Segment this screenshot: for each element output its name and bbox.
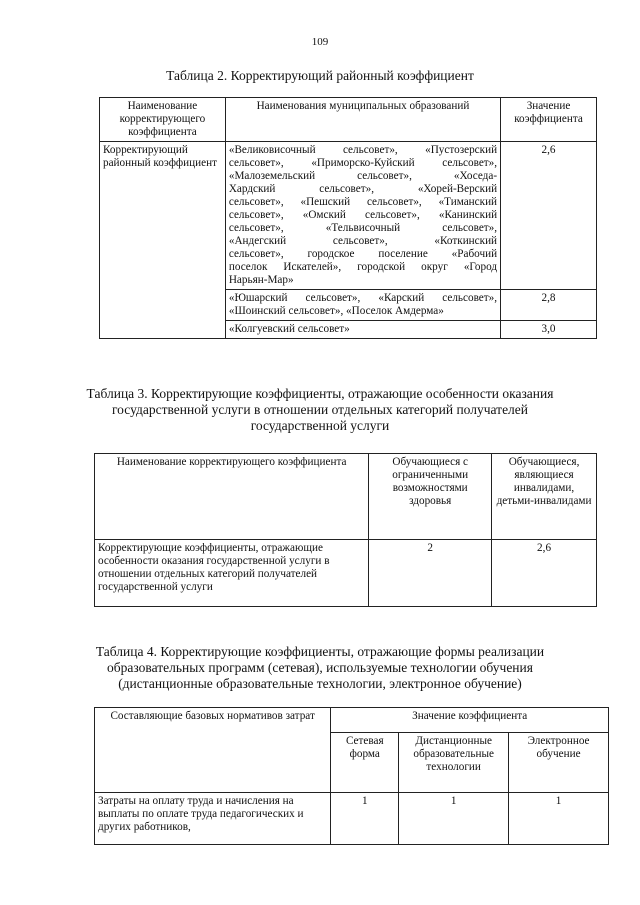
table4-caption: Таблица 4. Корректирующие коэффициенты, отражающие формы реализации образовательных программ (сетевая), используемые технологии обучения (дистанционные образовательные технологии, электронное обучение) xyxy=(95,644,545,691)
row-label-cell: Корректирующий районный коэффициент xyxy=(100,142,226,339)
table-row xyxy=(95,793,609,845)
coefficient-value: 1 xyxy=(399,793,509,845)
coefficient-value: 1 xyxy=(331,793,399,845)
table-header-cell: Составляющие базовых нормативов затрат xyxy=(95,708,331,793)
municipalities-cell: «Юшарский сельсовет», «Карский сельсовет», «Шоинский сельсовет», «Поселок Амдерма» xyxy=(225,290,500,321)
row-label-cell: Корректирующие коэффициенты, отражающие особенности оказания государственной услуги в отношении отдельных категорий получателей государственной услуги xyxy=(95,540,369,607)
table2 xyxy=(99,97,597,339)
municipalities-cell: «Великовисочный сельсовет», «Пустозерский сельсовет», «Приморско-Куйский сельсовет», «Малоземельский сельсовет», «Хоседа- Хардский сельсовет», «Хорей-Верский сельсовет», «Пешский сельсовет», «Тиманский сельсовет», «Омский сельсовет», «Канинский сельсовет», «Тельвисочный сельсовет», «Андегский сельсовет», «Коткинский сельсовет», городское поселение «Рабочий поселок Искателей», городской округ «Город Нарьян-Мар» xyxy=(225,142,500,290)
table-header-cell: Электронное обучение xyxy=(509,733,609,793)
table-header-cell: Дистанционные образовательные технологии xyxy=(399,733,509,793)
table-header-cell: Обучающиеся, являющиеся инвалидами, детьми-инвалидами xyxy=(492,454,597,540)
table-header-group: Значение коэффициента xyxy=(331,708,609,733)
table2-caption: Таблица 2. Корректирующий районный коэффициент xyxy=(166,68,474,83)
table-row xyxy=(100,142,597,290)
table3-caption: Таблица 3. Корректирующие коэффициенты, отражающие особенности оказания государственной услуги в отношении отдельных категорий получателей государственной услуги xyxy=(86,386,554,433)
table-header-cell: Наименование корректирующего коэффициента xyxy=(100,98,226,142)
table4 xyxy=(94,707,609,845)
table-header-row xyxy=(95,708,609,733)
table-header-cell: Наименования муниципальных образований xyxy=(225,98,500,142)
table-header-row xyxy=(95,454,597,540)
coefficient-value: 2 xyxy=(369,540,492,607)
table-row xyxy=(95,540,597,607)
municipalities-cell: «Колгуевский сельсовет» xyxy=(225,321,500,339)
page-number: 109 xyxy=(311,36,329,48)
table-header-row xyxy=(100,98,597,142)
row-label-cell: Затраты на оплату труда и начисления на выплаты по оплате труда педагогических и других работников, xyxy=(95,793,331,845)
table-header-cell: Обучающиеся с ограниченными возможностями здоровья xyxy=(369,454,492,540)
coefficient-value: 2,8 xyxy=(501,290,597,321)
coefficient-value: 2,6 xyxy=(492,540,597,607)
table3 xyxy=(94,453,597,607)
coefficient-value: 2,6 xyxy=(501,142,597,290)
table-header-cell: Наименование корректирующего коэффициента xyxy=(95,454,369,540)
coefficient-value: 3,0 xyxy=(501,321,597,339)
coefficient-value: 1 xyxy=(509,793,609,845)
table-header-cell: Сетевая форма xyxy=(331,733,399,793)
table-header-cell: Значение коэффициента xyxy=(501,98,597,142)
